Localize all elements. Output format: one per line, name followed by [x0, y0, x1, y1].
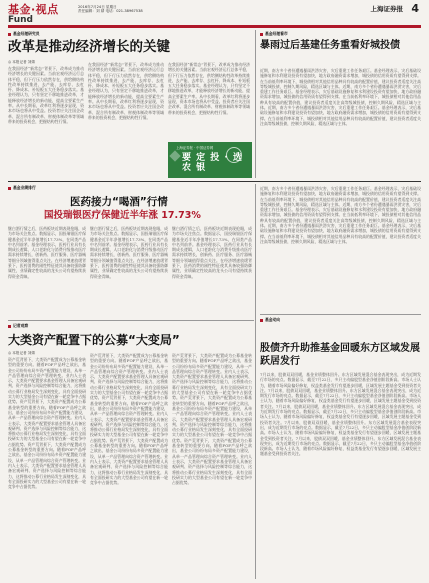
article2-body-cont3: 近期，南方多个省份遭遇暴雨洪涝灾害，灾后重建工作任务艰巨。基金经理表示，灾后基础设施修复和水利建设投资有望加快，地方政府融资需求增加，城投债的信用资质有望得到支撑。在当前低利率环境下，城投债相对其他信用品种具有较高的配置价值，建议投资者适度关注高等级城投债，控制久期风险，精选区域与主体。 — [260, 186, 421, 207]
section-title: 基金·视点 — [8, 3, 59, 16]
article5-body-cont2-r2: 资产荒背景下，大类资产配置成为公募基金转型的重要方向。随着FOF产品呼之欲出，基金公司纷纷布局多资产配置能力建设，从单一产品管理向综合资产管理转变。业内人士表示，大类资产配置要求基金管理人具备宏观研判、资产选择与风险控制等综合能力，这将推动公募行业格局发生深刻变化，具有全面投研实力的大型基金公司有望在新一轮竞争中占据优势。 — [172, 437, 252, 486]
article1-col3 — [168, 62, 250, 140]
article3-tag: 基金业绩排行 — [8, 186, 208, 190]
article2-body: 近期，南方多个省份遭遇暴雨洪涝灾害，灾后重建工作任务艰巨。基金经理表示，灾后基础设施修复和水利建设投资有望加快，地方政府融资需求增加，城投债的信用资质有望得到支撑。在当前低利率环境下，城投债相对其他信用品种具有较高的配置价值，建议投资者适度关注高等级城投债，控制久期风险，精选区域与主体。 — [260, 68, 421, 89]
article1-byline: ◎ 本报记者 刘婧 — [8, 60, 35, 64]
article2-headline: 暴雨过后基建任务重看好城投债 — [260, 40, 400, 51]
article1-body-cont: 在我国经济“新常态”背景下，改革成为推动经济增长的关键因素。当前宏观经济运行总体平稳，但下行压力依然存在，供给侧结构性改革持续推进，去产能、去库存、去杠杆、降成本、补短板五大任务稳步落实。基金经理认为，只有坚定不移地推进改革，才能释放经济增长的新动能，提高全要素生产率。从中长期看，改革红利将逐步显现，资本市场也将从中受益。投资者应关注国企改革、混合所有制改革、财税体制改革等领域带来的投资机会，把握结构性行情。 — [88, 62, 164, 120]
issue-editor: 责任编辑：刘 婧 电话：021-38967538 — [78, 9, 143, 14]
masthead — [8, 4, 421, 24]
newspaper-name: 上海证券报 — [370, 5, 403, 13]
article2-body-cont: 近期，南方多个省份遭遇暴雨洪涝灾害，灾后重建工作任务艰巨。基金经理表示，灾后基础设施修复和水利建设投资有望加快，地方政府融资需求增加，城投债的信用资质有望得到支撑。在当前低利率环境下，城投债相对其他信用品种具有较高的配置价值，建议投资者适度关注高等级城投债，控制久期风险，精选区域与主体。 — [260, 83, 421, 111]
article3-col3 — [172, 226, 252, 316]
ad-diamond-icon — [169, 150, 180, 161]
article5-byline: ◎ 本报记者 刘婧 — [8, 351, 35, 355]
article4-body-col — [260, 372, 421, 579]
column-divider — [255, 30, 256, 178]
article1-col1 — [8, 66, 84, 178]
article2-body-col — [260, 68, 421, 178]
article3-headline-2: 国投瑞银医疗保健近半年涨 17.73% — [44, 210, 201, 221]
article5-col3 — [172, 353, 252, 579]
article5-body-r2: 资产荒背景下，大类资产配置成为公募基金转型的重要方向。随着FOF产品呼之欲出，基金公司纷纷布局多资产配置能力建设，从单一产品管理向综合资产管理转变。业内人士表示，大类资产配置要求基金管理人具备宏观研判、资产选择与风险控制等综合能力，这将推动公募行业格局发生深刻变化，具有全面投研实力的大型基金公司有望在新一轮竞争中占据优势。 — [8, 441, 86, 490]
section-title-en: Fund — [8, 15, 33, 25]
article5-body: 资产荒背景下，大类资产配置成为公募基金转型的重要方向。随着FOF产品呼之欲出，基金公司纷纷布局多资产配置能力建设，从单一产品管理向综合资产管理转变。业内人士表示，大类资产配置要求基金管理人具备宏观研判、资产选择与风险控制等综合能力，这将推动公募行业格局发生深刻变化，具有全面投研实力的大型基金公司有望在新一轮竞争中占据优势。 — [8, 357, 86, 405]
article5-col2 — [90, 353, 168, 579]
article3-body-cont: 继白酒行情之后，医药板块近期表现抢眼，成为市场关注焦点。数据显示，国投瑞银医疗保健基金近半年净值增长17.73%，在同类产品中名列前茅。基金经理表示，医药行业具有长期成长逻辑，人口老龄化与消费升级推动医疗需求持续增长，创新药、医疗服务、医疗器械等细分领域值得重点关注。在经济增速放缓背景下，医药消费的刚性特征使其具备较强防御属性，业绩确定性较高的龙头公司有望持续获得资金青睐。 — [90, 226, 168, 279]
article5-body-cont-r1: 资产荒背景下，大类资产配置成为公募基金转型的重要方向。随着FOF产品呼之欲出，基金公司纷纷布局多资产配置能力建设，从单一产品管理向综合资产管理转变。业内人士表示，大类资产配置要求基金管理人具备宏观研判、资产选择与风险控制等综合能力，这将推动公募行业格局发生深刻变化，具有全面投研实力的大型基金公司有望在新一轮竞争中占据优势。 — [90, 395, 168, 443]
article5-body-cont-r2: 资产荒背景下，大类资产配置成为公募基金转型的重要方向。随着FOF产品呼之欲出，基金公司纷纷布局多资产配置能力建设，从单一产品管理向综合资产管理转变。业内人士表示，大类资产配置要求基金管理人具备宏观研判、资产选择与风险控制等综合能力，这将推动公募行业格局发生深刻变化，具有全面投研实力的大型基金公司有望在新一轮竞争中占据优势。 — [90, 437, 168, 486]
article4-body-r1: 7月以来，股债双双回暖，基金业绩整体回升。东方区域发展混合基金表现突出，成为近期发行市场的亮点。数据显示，截至7月22日，多只主动偏股型基金净值创阶段新高。市场人士认为，随着市场风险偏好修复，权益类基金发行有望逐步回暖，区域发展主题基金受到投资者关注。 — [260, 387, 421, 409]
article5-body-cont2-r1: 资产荒背景下，大类资产配置成为公募基金转型的重要方向。随着FOF产品呼之欲出，基金公司纷纷布局多资产配置能力建设，从单一产品管理向综合资产管理转变。业内人士表示，大类资产配置要求基金管理人具备宏观研判、资产选择与风险控制等综合能力，这将推动公募行业格局发生深刻变化，具有全面投研实力的大型基金公司有望在新一轮竞争中占据优势。 — [172, 395, 252, 443]
article1-col2 — [88, 62, 164, 178]
issue-date: 2016年7月24日 星期日 — [78, 5, 117, 9]
article1-tag: 基金经理研究员 — [8, 32, 208, 36]
article2-body-cont5: 近期，南方多个省份遭遇暴雨洪涝灾害，灾后重建工作任务艰巨。基金经理表示，灾后基础设施修复和水利建设投资有望加快，地方政府融资需求增加，城投债的信用资质有望得到支撑。在当前低利率环境下，城投债相对其他信用品种具有较高的配置价值，建议投资者适度关注高等级城投债，控制久期风险，精选区域与主体。 — [260, 223, 421, 244]
article4-body-r2: 7月以来，股债双双回暖，基金业绩整体回升。东方区域发展混合基金表现突出，成为近期发行市场的亮点。数据显示，截至7月22日，多只主动偏股型基金净值创阶段新高。市场人士认为，随着市场风险偏好修复，权益类基金发行有望逐步回暖，区域发展主题基金受到投资者关注。 — [260, 403, 421, 425]
article1-body-cont2: 在我国经济“新常态”背景下，改革成为推动经济增长的关键因素。当前宏观经济运行总体平稳，但下行压力依然存在，供给侧结构性改革持续推进，去产能、去库存、去杠杆、降成本、补短板五大任务稳步落实。基金经理认为，只有坚定不移地推进改革，才能释放经济增长的新动能，提高全要素生产率。从中长期看，改革红利将逐步显现，资本市场也将从中受益。投资者应关注国企改革、混合所有制改革、财税体制改革等领域带来的投资机会，把握结构性行情。 — [168, 62, 250, 115]
article4-body-r4: 7月以来，股债双双回暖，基金业绩整体回升。东方区域发展混合基金表现突出，成为近期发行市场的亮点。数据显示，截至7月22日，多只主动偏股型基金净值创阶段新高。市场人士认为，随着市场风险偏好修复，权益类基金发行有望逐步回暖，区域发展主题基金受到投资者关注。 — [260, 435, 421, 457]
article3-body: 继白酒行情之后，医药板块近期表现抢眼，成为市场关注焦点。数据显示，国投瑞银医疗保健基金近半年净值增长17.73%，在同类产品中名列前茅。基金经理表示，医药行业具有长期成长逻辑，人口老龄化与消费升级推动医疗需求持续增长，创新药、医疗服务、医疗器械等细分领域值得重点关注。在经济增速放缓背景下，医药消费的刚性特征使其具备较强防御属性，业绩确定性较高的龙头公司有望持续获得资金青睐。 — [8, 226, 86, 279]
article2-body-cont2: 近期，南方多个省份遭遇暴雨洪涝灾害，灾后重建工作任务艰巨。基金经理表示，灾后基础设施修复和水利建设投资有望加快，地方政府融资需求增加，城投债的信用资质有望得到支撑。在当前低利率环境下，城投债相对其他信用品种具有较高的配置价值，建议投资者适度关注高等级城投债，控制久期风险，精选区域与主体。 — [260, 105, 421, 126]
issue-info — [78, 5, 143, 13]
ad-circle-icon — [226, 147, 242, 163]
article1-headline: 改革是推动经济增长的关键 — [8, 39, 170, 55]
column-divider-lower — [255, 184, 256, 579]
article4-body-r3: 7月以来，股债双双回暖，基金业绩整体回升。东方区域发展混合基金表现突出，成为近期发行市场的亮点。数据显示，截至7月22日，多只主动偏股型基金净值创阶段新高。市场人士认为，随着市场风险偏好修复，权益类基金发行有望逐步回暖，区域发展主题基金受到投资者关注。 — [260, 419, 421, 441]
article5-col1 — [8, 357, 86, 579]
ad-subtitle: 上海证券报 · 中国证券网 — [176, 146, 214, 150]
article2-body-cont4: 近期，南方多个省份遭遇暴雨洪涝灾害，灾后重建工作任务艰巨。基金经理表示，灾后基础设施修复和水利建设投资有望加快，地方政府融资需求增加，城投债的信用资质有望得到支撑。在当前低利率环境下，城投债相对其他信用品种具有较高的配置价值，建议投资者适度关注高等级城投债，控制久期风险，精选区域与主体。 — [260, 201, 421, 229]
section-divider-3 — [260, 314, 421, 315]
article4-body: 7月以来，股债双双回暖，基金业绩整体回升。东方区域发展混合基金表现突出，成为近期发行市场的亮点。数据显示，截至7月22日，多只主动偏股型基金净值创阶段新高。市场人士认为，随着市场风险偏好修复，权益类基金发行有望逐步回暖，区域发展主题基金受到投资者关注。 — [260, 372, 421, 393]
article5-headline: 大类资产配置下的公募“大变局” — [8, 333, 180, 347]
article5-body-cont: 资产荒背景下，大类资产配置成为公募基金转型的重要方向。随着FOF产品呼之欲出，基金公司纷纷布局多资产配置能力建设，从单一产品管理向综合资产管理转变。业内人士表示，大类资产配置要求基金管理人具备宏观研判、资产选择与风险控制等综合能力，这将推动公募行业格局发生深刻变化，具有全面投研实力的大型基金公司有望在新一轮竞争中占据优势。 — [90, 353, 168, 401]
article5-tag: 记者观察 — [8, 324, 208, 328]
section-divider-1 — [8, 181, 421, 182]
article2-continued — [260, 186, 421, 310]
article1-body: 在我国经济“新常态”背景下，改革成为推动经济增长的关键因素。当前宏观经济运行总体平稳，但下行压力依然存在，供给侧结构性改革持续推进，去产能、去库存、去杠杆、降成本、补短板五大任务稳步落实。基金经理认为，只有坚定不移地推进改革，才能释放经济增长的新动能，提高全要素生产率。从中长期看，改革红利将逐步显现，资本市场也将从中受益。投资者应关注国企改革、混合所有制改革、财税体制改革等领域带来的投资机会，把握结构性行情。 — [8, 66, 84, 124]
advertisement[interactable] — [168, 142, 252, 178]
ad-title: 要 定 投 · 选 农 银 — [182, 153, 243, 173]
article4-headline: 股债齐升助推基金回暖东方区域发展跃居发行 — [260, 343, 420, 367]
masthead-rule-thin — [8, 27, 421, 28]
article5-body-cont2: 资产荒背景下，大类资产配置成为公募基金转型的重要方向。随着FOF产品呼之欲出，基金公司纷纷布局多资产配置能力建设，从单一产品管理向综合资产管理转变。业内人士表示，大类资产配置要求基金管理人具备宏观研判、资产选择与风险控制等综合能力，这将推动公募行业格局发生深刻变化，具有全面投研实力的大型基金公司有望在新一轮竞争中占据优势。 — [172, 353, 252, 401]
article3-col1 — [8, 226, 86, 316]
section-divider-2 — [8, 320, 254, 321]
page-number: 4 — [411, 2, 419, 15]
article4-tag: 基金动向 — [260, 318, 420, 322]
article2-tag: 基金经理看市 — [260, 32, 420, 36]
article5-body-r1: 资产荒背景下，大类资产配置成为公募基金转型的重要方向。随着FOF产品呼之欲出，基金公司纷纷布局多资产配置能力建设，从单一产品管理向综合资产管理转变。业内人士表示，大类资产配置要求基金管理人具备宏观研判、资产选择与风险控制等综合能力，这将推动公募行业格局发生深刻变化，具有全面投研实力的大型基金公司有望在新一轮竞争中占据优势。 — [8, 399, 86, 447]
article3-headline-1: 医药接力“喝酒”行情 — [70, 196, 168, 208]
article3-col2 — [90, 226, 168, 316]
article3-body-cont2: 继白酒行情之后，医药板块近期表现抢眼，成为市场关注焦点。数据显示，国投瑞银医疗保健基金近半年净值增长17.73%，在同类产品中名列前茅。基金经理表示，医药行业具有长期成长逻辑，人口老龄化与消费升级推动医疗需求持续增长，创新药、医疗服务、医疗器械等细分领域值得重点关注。在经济增速放缓背景下，医药消费的刚性特征使其具备较强防御属性，业绩确定性较高的龙头公司有望持续获得资金青睐。 — [172, 226, 252, 279]
